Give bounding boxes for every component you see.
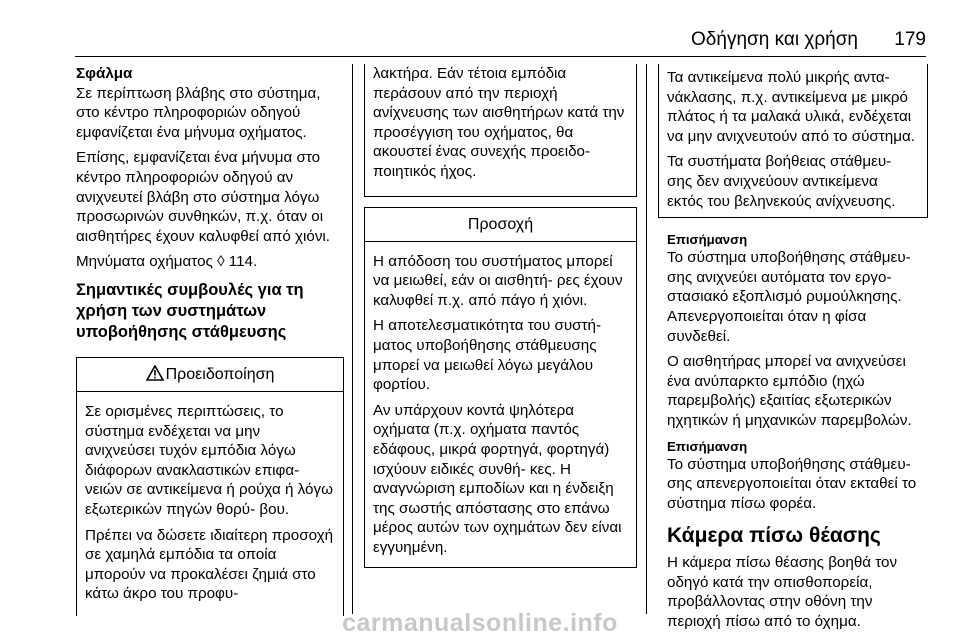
caution-body: [365, 242, 636, 568]
cross-reference: Μηνύματα οχήματος ◊ 114.: [76, 253, 258, 271]
warning-body: [77, 392, 343, 614]
warning-paragraph: λακτήρα. Εάν τέτοια εμπόδια περάσουν από την περιοχή ανίχνευσης των αισθητήρων κατά την προσέγγιση του οχήματος, θα ακουστεί ένας συνεχής προειδο- ποιητικός ήχος.: [373, 65, 625, 180]
caution-header: Προσοχή: [365, 208, 636, 242]
header-title: Οδήγηση και χρήση: [691, 29, 858, 50]
error-heading: Σφάλμα: [76, 65, 133, 82]
caution-paragraph: Η αποτελεσματικότητα του συστή- ματος υποβοήθησης στάθμευσης μπορεί να μειωθεί λόγω μεγάλου φορτίου.: [373, 317, 602, 394]
camera-heading: Κάμερα πίσω θέασης: [667, 524, 881, 548]
column-1: [76, 64, 344, 616]
paragraph: Ο αισθητήρας μπορεί να ανιχνεύσει ένα ανύπαρκτο εμπόδιο (ηχώ παρεμβολής) εξαιτίας εξωτερικών ηχητικών ή μηχανικών παρεμβολών.: [667, 353, 912, 429]
watermark: carmanualsonline.info: [342, 609, 618, 637]
note-text: Το σύστημα υποβοήθησης στάθμευ- σης απενεργοποιείται όταν εκταθεί το σύστημα πίσω φορέα.: [667, 455, 917, 512]
column-divider-1: [352, 64, 353, 614]
caution-paragraph: Η απόδοση του συστήματος μπορεί να μειωθεί, εάν οι αισθητή- ρες έχουν καλυφθεί π.χ. από πάγο ή χιόνι.: [373, 252, 623, 309]
caution-box-continued: [658, 64, 928, 218]
page-header: [0, 0, 960, 48]
page-number: 179: [894, 29, 926, 50]
caution-box: [364, 207, 637, 569]
warning-icon: [146, 365, 164, 381]
note-label: Επισήμανση: [667, 232, 748, 248]
warning-box: [76, 357, 344, 616]
warning-title: Προειδοποίηση: [165, 365, 275, 383]
paragraph: Επίσης, εμφανίζεται ένα μήνυμα στο κέντρο πληροφοριών οδηγού αν ανιχνευτεί βλάβη στο σύστημα λόγω προσωρινών συνθηκών, π.χ. όταν οι αισθητήρες έχουν καλυφθεί από χιόνι.: [76, 149, 331, 245]
column-3: [667, 64, 925, 638]
caution-paragraph: Τα αντικείμενα πολύ μικρής αντα- νάκλασης, π.χ. αντικείμενα με μικρό πλάτος ή τα μαλακά υλικά, ενδέχεται να μην ανιχνευτούν από το σύστημα.: [667, 69, 915, 145]
caution-paragraph: Αν υπάρχουν κοντά ψηλότερα οχήματα (π.χ. οχήματα παντός εδάφους, μικρά φορτηγά, φορτηγά) ισχύουν ειδικές συνθή- κες. Η αναγνώριση εμποδίων και η ένδειξη της σωστής απόστασης στο επάνω μέρος αυτών των οχημάτων δεν είναι εγγυημένη.: [373, 401, 622, 556]
column-divider-2: [646, 64, 647, 614]
warning-paragraph: Πρέπει να δώσετε ιδιαίτερη προσοχή σε χαμηλά εμπόδια τα οποία μπορούν να προκαλέσει ζημιά στο κάτω άκρο του προφυ-: [85, 526, 334, 603]
warning-paragraph: Σε ορισμένες περιπτώσεις, το σύστημα ενδέχεται να μην ανιχνεύσει τυχόν εμπόδια λόγω διάφορων ανακλαστικών επιφα- νειών σε αντικείμενα ή ρούχα ή λόγω εξωτερικών πηγών θορύ- βου.: [85, 402, 333, 518]
note-label: Επισήμανση: [667, 438, 748, 454]
warning-header: [77, 358, 343, 392]
paragraph: Σε περίπτωση βλάβης στο σύστημα, στο κέντρο πληροφοριών οδηγού εμφανίζεται ένα μήνυμα οχήματος.: [76, 84, 321, 141]
caution-paragraph: Τα συστήματα βοήθειας στάθμευ- σης δεν ανιχνεύουν αντικείμενα εκτός του βεληνεκούς ανίχνευσης.: [667, 153, 896, 210]
section-heading: Σημαντικές συμβουλές για τη χρήση των συστημάτων υποβοήθησης στάθμευσης: [76, 280, 304, 341]
note-text: Το σύστημα υποβοήθησης στάθμευ- σης ανιχνεύει αυτόματα τον εργο- στασιακό εξοπλισμό ρυμούλκησης. Απενεργοποιείται όταν η φίσα συνδεθεί.: [667, 249, 911, 345]
column-2: [373, 64, 633, 568]
paragraph: Η κάμερα πίσω θέασης βοηθά τον οδηγό κατά την οπισθοπορεία, προβάλλοντας στην οθόνη την περιοχή πίσω από το όχημα.: [667, 554, 898, 631]
header-rule: [75, 56, 926, 57]
warning-box-continued: [364, 64, 637, 197]
